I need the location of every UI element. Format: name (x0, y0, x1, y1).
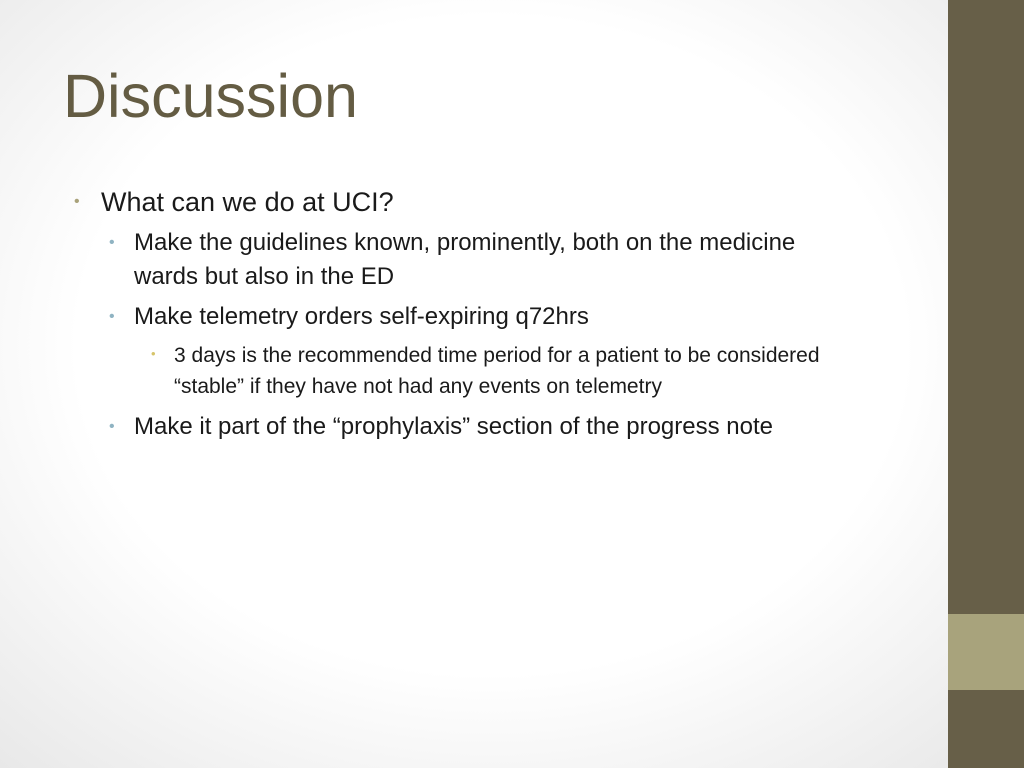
bullet-dot-icon: • (109, 418, 115, 435)
bullet-text: Make telemetry orders self-expiring q72hrs (134, 303, 589, 330)
bullet-text: 3 days is the recommended time period for a patient to be considered “stable” if they have not had any events on telemetry (174, 344, 820, 398)
bullet-text: Make the guidelines known, prominently, both on the medicine wards but also in the ED (134, 229, 796, 290)
bullet-item-level2 (0, 410, 814, 444)
bullet-dot-icon: • (109, 308, 115, 325)
bullet-item-level3 (0, 340, 834, 402)
bullet-list (0, 184, 948, 444)
slide-title: Discussion (63, 62, 358, 130)
slide-body (0, 184, 948, 450)
bullet-text: What can we do at UCI? (101, 187, 394, 217)
decorative-sidebar-accent (948, 614, 1024, 690)
bullet-dot-icon: • (74, 193, 80, 210)
bullet-item-level1 (0, 184, 948, 220)
bullet-item-level2 (0, 226, 814, 294)
bullet-dot-icon: • (109, 234, 115, 251)
bullet-item-level2 (0, 300, 814, 334)
bullet-dot-icon: • (151, 346, 156, 361)
bullet-text: Make it part of the “prophylaxis” section of the progress note (134, 413, 773, 440)
